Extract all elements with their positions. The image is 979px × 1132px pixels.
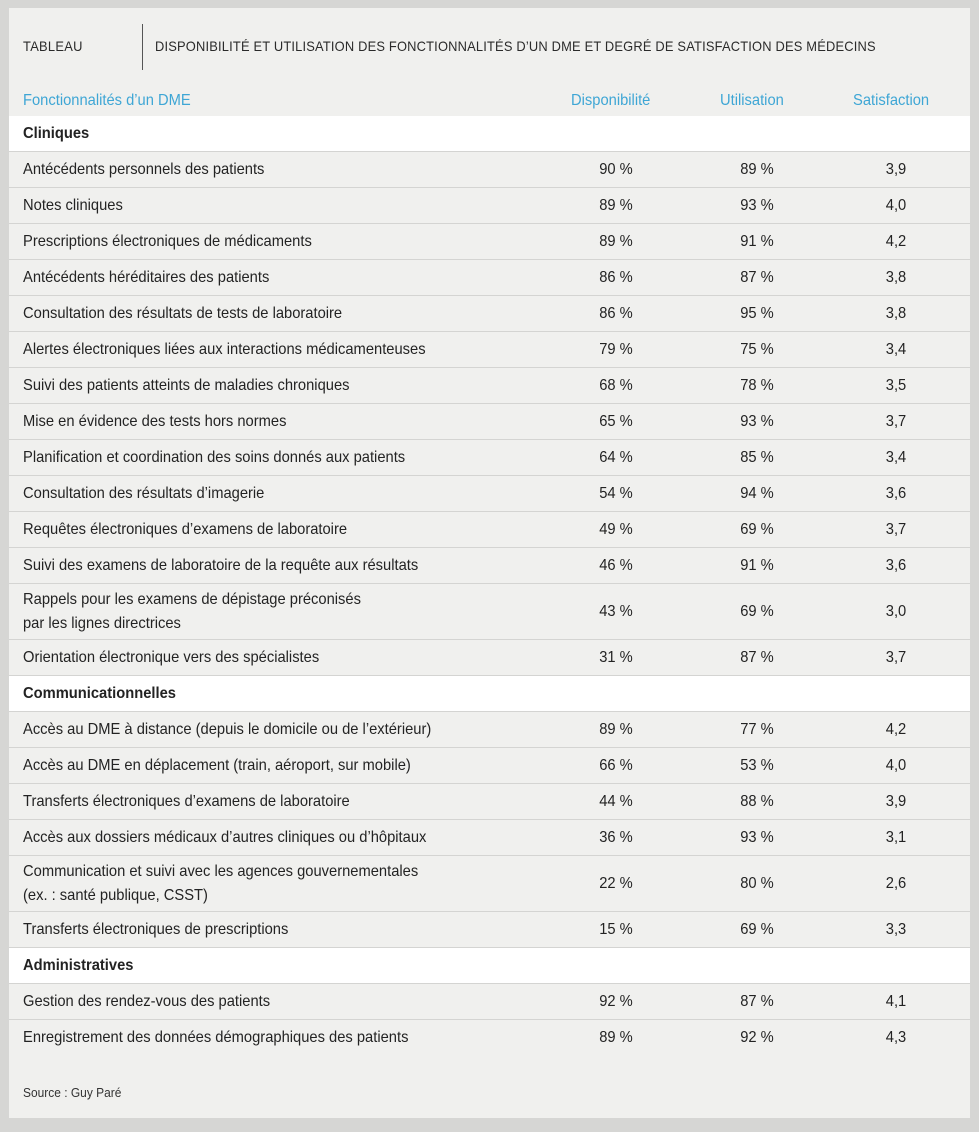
feature-label: Transferts électroniques de prescriptions <box>23 920 289 938</box>
availability-value: 15 % <box>599 920 633 938</box>
feature-label: Enregistrement des données démographiques des patients <box>23 1029 409 1046</box>
table-row <box>9 712 970 748</box>
table-title: DISPONIBILITÉ ET UTILISATION DES FONCTIONNALITÉS D’UN DME ET DEGRÉ DE SATISFACTION DES MÉDECINS <box>155 38 876 54</box>
availability-value: 64 % <box>599 448 633 466</box>
table-row <box>9 640 970 676</box>
table-row <box>9 584 970 640</box>
satisfaction-value: 4,2 <box>885 232 907 250</box>
feature-label-line-2: par les lignes directrices <box>23 614 181 632</box>
column-header-satisfaction: Satisfaction <box>853 92 930 109</box>
table-row <box>9 476 970 512</box>
feature-label: Accès aux dossiers médicaux d’autres cliniques ou d’hôpitaux <box>23 828 427 846</box>
table-row <box>9 296 970 332</box>
table-row <box>9 188 970 224</box>
column-header-usage: Utilisation <box>720 92 784 109</box>
satisfaction-value: 3,8 <box>885 304 907 322</box>
usage-value: 94 % <box>740 484 774 502</box>
table-row <box>9 260 970 296</box>
feature-label: Suivi des examens de laboratoire de la requête aux résultats <box>23 556 419 574</box>
availability-value: 86 % <box>599 304 633 322</box>
availability-value: 92 % <box>599 992 633 1010</box>
feature-label: Suivi des patients atteints de maladies chroniques <box>23 376 350 394</box>
satisfaction-value: 4,3 <box>885 1029 907 1046</box>
satisfaction-value: 3,7 <box>885 520 907 538</box>
availability-value: 22 % <box>599 874 633 892</box>
feature-label: Requêtes électroniques d’examens de laboratoire <box>23 520 348 538</box>
section-row-administratives <box>9 948 970 984</box>
feature-label: Accès au DME à distance (depuis le domicile ou de l’extérieur) <box>23 720 432 738</box>
satisfaction-value: 3,1 <box>885 828 907 846</box>
availability-value: 89 % <box>599 1029 633 1046</box>
availability-value: 90 % <box>599 160 633 178</box>
feature-label: Notes cliniques <box>23 196 123 214</box>
availability-value: 66 % <box>599 756 633 774</box>
satisfaction-value: 4,0 <box>885 196 907 214</box>
usage-value: 93 % <box>740 412 774 430</box>
usage-value: 87 % <box>740 268 774 286</box>
usage-value: 91 % <box>740 556 774 574</box>
column-header-feature: Fonctionnalités d’un DME <box>23 92 191 109</box>
table-row <box>9 984 970 1020</box>
feature-label: Antécédents héréditaires des patients <box>23 268 270 286</box>
table-row <box>9 856 970 912</box>
section-row-cliniques <box>9 116 970 152</box>
section-label: Cliniques <box>23 124 90 142</box>
usage-value: 87 % <box>740 992 774 1010</box>
feature-label: Consultation des résultats de tests de laboratoire <box>23 304 343 322</box>
satisfaction-value: 3,4 <box>885 340 907 358</box>
section-row-communicationnelles <box>9 676 970 712</box>
table-row <box>9 548 970 584</box>
usage-value: 69 % <box>740 520 774 538</box>
table-row <box>9 224 970 260</box>
table-row <box>9 152 970 188</box>
feature-label: Consultation des résultats d’imagerie <box>23 484 265 502</box>
satisfaction-value: 3,3 <box>885 920 907 938</box>
availability-value: 43 % <box>599 602 633 620</box>
satisfaction-value: 3,7 <box>885 648 907 666</box>
availability-value: 79 % <box>599 340 633 358</box>
satisfaction-value: 3,7 <box>885 412 907 430</box>
table-row <box>9 368 970 404</box>
table-row <box>9 784 970 820</box>
table-row <box>9 748 970 784</box>
feature-label: Orientation électronique vers des spécialistes <box>23 648 320 666</box>
feature-label: Prescriptions électroniques de médicaments <box>23 232 312 250</box>
usage-value: 93 % <box>740 828 774 846</box>
satisfaction-value: 3,6 <box>885 556 907 574</box>
source-note: Source : Guy Paré <box>23 1085 122 1100</box>
satisfaction-value: 3,4 <box>885 448 907 466</box>
usage-value: 78 % <box>740 376 774 394</box>
usage-value: 75 % <box>740 340 774 358</box>
usage-value: 69 % <box>740 602 774 620</box>
usage-value: 95 % <box>740 304 774 322</box>
section-label: Communicationnelles <box>23 684 176 702</box>
table-header <box>9 8 970 70</box>
satisfaction-value: 3,5 <box>885 376 907 394</box>
satisfaction-value: 4,0 <box>885 756 907 774</box>
availability-value: 49 % <box>599 520 633 538</box>
usage-value: 93 % <box>740 196 774 214</box>
satisfaction-value: 3,8 <box>885 268 907 286</box>
feature-label: Antécédents personnels des patients <box>23 160 265 178</box>
table-row <box>9 512 970 548</box>
availability-value: 68 % <box>599 376 633 394</box>
features-table <box>9 116 970 1056</box>
usage-value: 80 % <box>740 874 774 892</box>
table-row <box>9 440 970 476</box>
availability-value: 86 % <box>599 268 633 286</box>
table-row <box>9 820 970 856</box>
usage-value: 69 % <box>740 920 774 938</box>
feature-label: Accès au DME en déplacement (train, aéroport, sur mobile) <box>23 756 411 774</box>
feature-label <box>23 860 418 908</box>
usage-value: 88 % <box>740 792 774 810</box>
feature-label-line-1: Communication et suivi avec les agences gouvernementales <box>23 862 419 880</box>
availability-value: 89 % <box>599 232 633 250</box>
feature-label: Alertes électroniques liées aux interactions médicamenteuses <box>23 340 426 358</box>
availability-value: 31 % <box>599 648 633 666</box>
table-row <box>9 404 970 440</box>
table-row <box>9 1020 970 1056</box>
satisfaction-value: 3,6 <box>885 484 907 502</box>
usage-value: 87 % <box>740 648 774 666</box>
column-header-availability: Disponibilité <box>571 92 651 109</box>
section-label: Administratives <box>23 956 134 974</box>
feature-label-line-1: Rappels pour les examens de dépistage préconisés <box>23 590 361 608</box>
availability-value: 65 % <box>599 412 633 430</box>
usage-value: 92 % <box>740 1029 774 1046</box>
feature-label <box>23 588 361 636</box>
availability-value: 54 % <box>599 484 633 502</box>
availability-value: 36 % <box>599 828 633 846</box>
feature-label: Mise en évidence des tests hors normes <box>23 412 287 430</box>
satisfaction-value: 4,2 <box>885 720 907 738</box>
satisfaction-value: 4,1 <box>885 992 907 1010</box>
availability-value: 89 % <box>599 196 633 214</box>
availability-value: 89 % <box>599 720 633 738</box>
satisfaction-value: 2,6 <box>885 874 907 892</box>
table-row <box>9 332 970 368</box>
satisfaction-value: 3,9 <box>885 792 907 810</box>
usage-value: 89 % <box>740 160 774 178</box>
table-card <box>9 8 970 1118</box>
usage-value: 53 % <box>740 756 774 774</box>
table-tag: TABLEAU <box>23 38 83 54</box>
satisfaction-value: 3,9 <box>885 160 907 178</box>
header-divider <box>142 24 143 70</box>
usage-value: 85 % <box>740 448 774 466</box>
table-row <box>9 912 970 948</box>
feature-label: Gestion des rendez-vous des patients <box>23 992 271 1010</box>
availability-value: 44 % <box>599 792 633 810</box>
usage-value: 77 % <box>740 720 774 738</box>
feature-label: Transferts électroniques d’examens de laboratoire <box>23 792 350 810</box>
feature-label-line-2: (ex. : santé publique, CSST) <box>23 886 208 904</box>
satisfaction-value: 3,0 <box>885 602 907 620</box>
availability-value: 46 % <box>599 556 633 574</box>
usage-value: 91 % <box>740 232 774 250</box>
feature-label: Planification et coordination des soins donnés aux patients <box>23 448 406 466</box>
